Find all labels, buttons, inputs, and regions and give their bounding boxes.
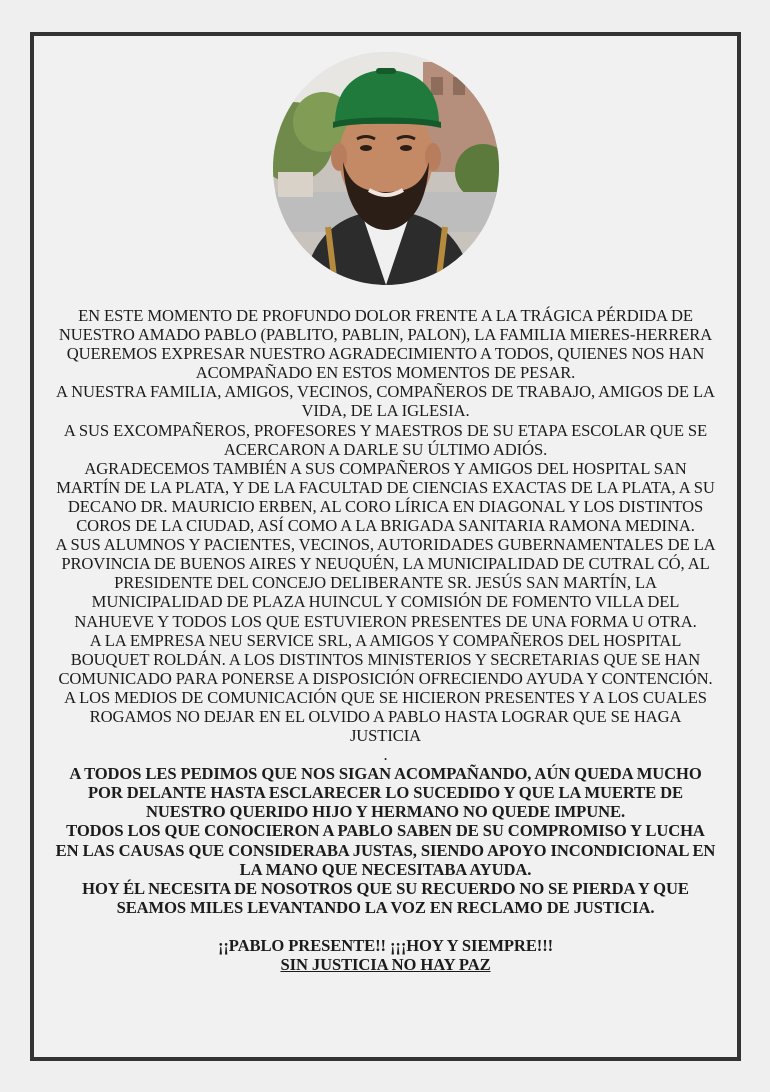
- paragraph-hospital: AGRADECEMOS TAMBIÉN A SUS COMPAÑEROS Y AMIGOS DEL HOSPITAL SAN MARTÍN DE LA PLATA, Y DE LA FACULTAD DE CIENCIAS EXACTAS DE LA PLATA, A SU DECANO DR. MAURICIO ERBEN, AL CORO LÍRICA EN DIAGONAL Y LOS DISTINTOS COROS DE LA CIUDAD, ASÍ COMO A LA BRIGADA SANITARIA RAMONA MEDINA.: [56, 458, 715, 536]
- spacer: [54, 917, 717, 936]
- paragraph-gratitude-intro: EN ESTE MOMENTO DE PROFUNDO DOLOR FRENTE A LA TRÁGICA PÉRDIDA DE NUESTRO AMADO PABLO (PABLITO, PABLIN, PALON), LA FAMILIA MIERES-HERRERA QUEREMOS EXPRESAR NUESTRO AGRADECIMIENTO A TODOS, QUIENES NOS HAN ACOMPAÑADO EN ESTOS MOMENTOS DE PESAR.: [58, 306, 713, 383]
- closing-justice: SIN JUSTICIA NO HAY PAZ: [280, 955, 491, 974]
- paragraph-request: A TODOS LES PEDIMOS QUE NOS SIGAN ACOMPAÑANDO, AÚN QUEDA MUCHO POR DELANTE HASTA ESCLARECER LO SUCEDIDO Y QUE LA MUERTE DE NUESTRO QUERIDO HIJO Y HERMANO NO QUEDE IMPUNE.: [69, 764, 702, 822]
- paragraph-authorities: A SUS ALUMNOS Y PACIENTES, VECINOS, AUTORIDADES GUBERNAMENTALES DE LA PROVINCIA DE BUENOS AIRES Y NEUQUÉN, LA MUNICIPALIDAD DE CUTRAL CÓ, AL PRESIDENTE DEL CONCEJO DELIBERANTE SR. JESÚS SAN MARTÍN, LA MUNICIPALIDAD DE PLAZA HUINCUL Y COMISIÓN DE FOMENTO VILLA DEL NAHUEVE Y TODOS LOS QUE ESTUVIERON PRESENTES DE UNA FORMA U OTRA.: [55, 535, 716, 631]
- portrait-photo: [273, 52, 499, 285]
- notice-text: [54, 306, 717, 974]
- separator-dot: .: [383, 745, 388, 765]
- notice-frame: [30, 32, 741, 1061]
- paragraph-family-friends: A NUESTRA FAMILIA, AMIGOS, VECINOS, COMPAÑEROS DE TRABAJO, AMIGOS DE LA VIDA, DE LA IGLESIA.: [56, 382, 715, 421]
- paragraph-company: A LA EMPRESA NEU SERVICE SRL, A AMIGOS Y COMPAÑEROS DEL HOSPITAL BOUQUET ROLDÁN. A LOS DISTINTOS MINISTERIOS Y SECRETARIAS QUE SE HAN COMUNICADO PARA PONERSE A DISPOSICIÓN OFRECIENDO AYUDA Y CONTENCIÓN.: [58, 630, 713, 688]
- portrait-illustration: [273, 52, 499, 285]
- closing-slogan: ¡¡PABLO PRESENTE!! ¡¡¡HOY Y SIEMPRE!!!: [217, 935, 554, 955]
- paragraph-commitment: TODOS LOS QUE CONOCIERON A PABLO SABEN DE SU COMPROMISO Y LUCHA EN LAS CAUSAS QUE CONSIDERABA JUSTAS, SIENDO APOYO INCONDICIONAL EN LA MANO QUE NECESITABA AYUDA.: [55, 821, 716, 879]
- paragraph-memory: HOY ÉL NECESITA DE NOSOTROS QUE SU RECUERDO NO SE PIERDA Y QUE SEAMOS MILES LEVANTANDO LA VOZ EN RECLAMO DE JUSTICIA.: [82, 878, 689, 917]
- paragraph-classmates: A SUS EXCOMPAÑEROS, PROFESORES Y MAESTROS DE SU ETAPA ESCOLAR QUE SE ACERCARON A DARLE SU ÚLTIMO ADIÓS.: [63, 420, 708, 459]
- paragraph-media: A LOS MEDIOS DE COMUNICACIÓN QUE SE HICIERON PRESENTES Y A LOS CUALES ROGAMOS NO DEJAR EN EL OLVIDO A PABLO HASTA LOGRAR QUE SE HAGA JUSTICIA: [64, 687, 707, 746]
